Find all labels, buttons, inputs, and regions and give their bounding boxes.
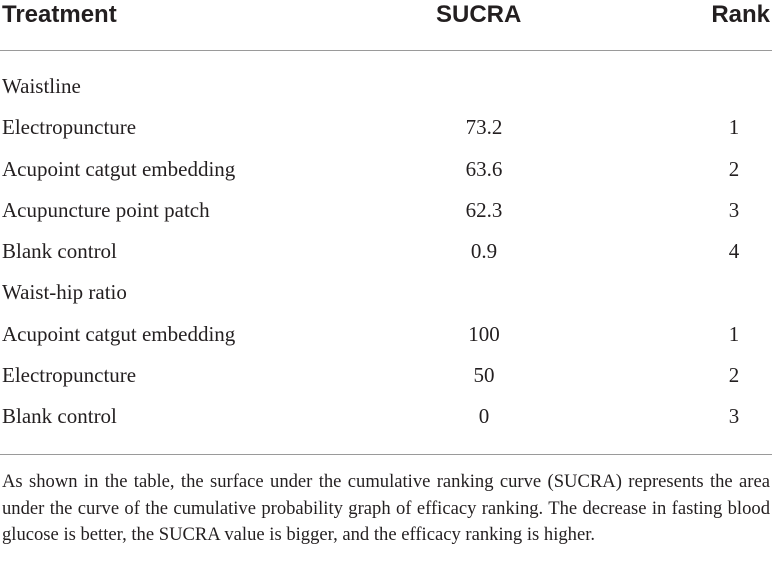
- rank-cell: 2: [728, 156, 740, 181]
- treatment-cell: Acupuncture point patch: [2, 197, 210, 222]
- rank-cell: 3: [728, 404, 740, 429]
- rank-cell: 1: [728, 321, 740, 346]
- header-rank: Rank: [711, 1, 770, 28]
- table-row: [0, 355, 772, 396]
- treatment-cell: Waistline: [2, 74, 81, 98]
- sucra-cell: 0: [478, 404, 490, 429]
- header-treatment: Treatment: [2, 1, 117, 28]
- rank-cell: 2: [728, 363, 740, 388]
- table-footnote: As shown in the table, the surface under the cumulative ranking curve (SUCRA) represents the area under the curve of the cumulative probability graph of efficacy ranking. The decrease in fasting blood glucose is better, the SUCRA value is bigger, and the efficacy ranking is higher.: [2, 471, 770, 545]
- treatment-cell: Blank control: [2, 239, 117, 264]
- table-row: [0, 231, 772, 272]
- sucra-cell: 73.2: [465, 115, 503, 140]
- table-body: [0, 66, 772, 438]
- footer-divider: [0, 454, 772, 455]
- sucra-cell: 62.3: [465, 197, 503, 222]
- sucra-cell: 50: [473, 363, 495, 388]
- treatment-cell: Waist-hip ratio: [2, 280, 127, 305]
- table-header: [0, 0, 772, 50]
- section-row-waist-hip-ratio: [0, 272, 772, 313]
- header-sucra: SUCRA: [436, 1, 522, 28]
- sucra-cell: 63.6: [465, 156, 503, 181]
- table-row: [0, 396, 772, 437]
- header-divider: [0, 50, 772, 51]
- table-row: [0, 149, 772, 190]
- rank-cell: 4: [728, 239, 740, 264]
- rank-cell: 3: [728, 197, 740, 222]
- section-row-waistline: [0, 66, 772, 107]
- rank-cell: 1: [728, 115, 740, 140]
- treatment-cell: Electropuncture: [2, 363, 137, 388]
- sucra-cell: 100: [468, 321, 500, 346]
- treatment-cell: Acupoint catgut embedding: [2, 156, 236, 181]
- sucra-cell: 0.9: [470, 239, 498, 264]
- treatment-cell: Blank control: [2, 404, 117, 429]
- treatment-cell: Electropuncture: [2, 115, 137, 140]
- treatment-cell: Acupoint catgut embedding: [2, 321, 236, 346]
- table-row: [0, 314, 772, 355]
- table-row: [0, 107, 772, 148]
- table-row: [0, 190, 772, 231]
